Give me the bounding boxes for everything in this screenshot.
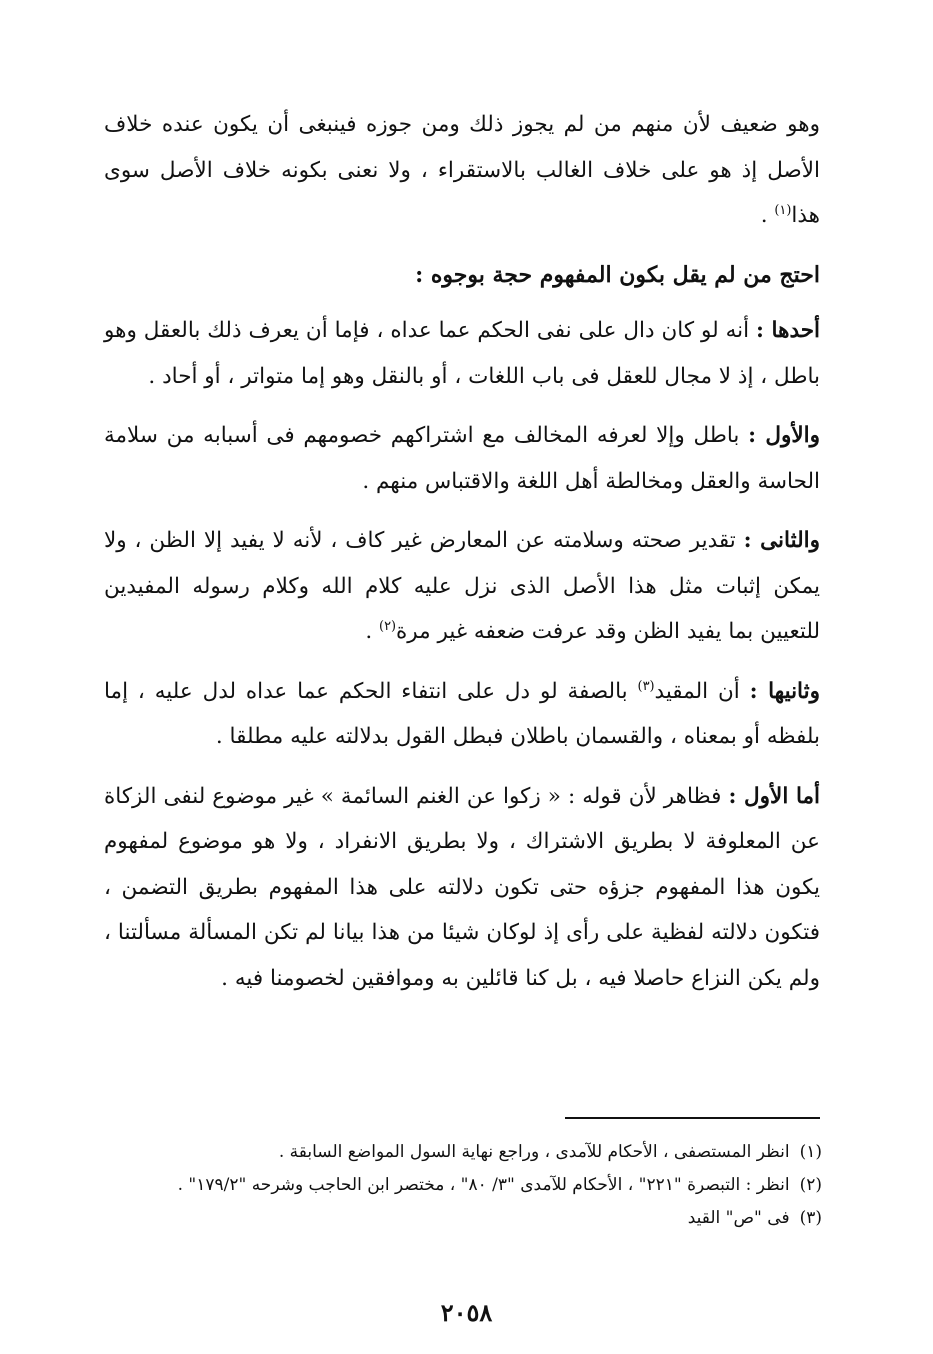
footnote-2 <box>110 1169 822 1202</box>
footnote-number: (٢) <box>799 1175 822 1195</box>
paragraph-4 <box>104 518 820 655</box>
paragraph-text: فظاهر لأن قوله : « زكوا عن الغنم السائمة » غير موضوع لنفى الزكاة عن المعلوفة لا بطريق الاشتراك ، ولا بطريق الانفراد ، ولا هو موضوع لمفهوم يكون هذا المفهوم جزؤه حتى تكون دلالته على هذا المفهوم بطريق التضمن ، فتكون دلالته لفظية على رأى إذ لوكان شيئا من هذا بيانا لم تكن المسألة مسألتنا ، ولم يكن النزاع حاصلا فيه ، بل كنا قائلين به وموافقين لخصومنا فيه . <box>104 783 820 991</box>
paragraph-2 <box>104 308 820 399</box>
footnote-ref: (٣) <box>637 678 655 694</box>
footnote-number: (١) <box>799 1142 822 1162</box>
paragraph-label: والأول : <box>748 423 820 448</box>
footnote-text: انظر المستصفى ، الأحكام للآمدى ، وراجع نهاية السول المواضع السابقة . <box>278 1142 790 1162</box>
footnote-ref: (١) <box>774 202 792 218</box>
footnote-separator <box>565 1117 820 1119</box>
paragraph-6 <box>104 774 820 1002</box>
footnote-ref: (٢) <box>379 618 397 634</box>
paragraph-text: بالصفة لو دل على انتفاء الحكم عما عداه لدل عليه ، إما بلفظه أو بمعناه ، والقسمان باطلان فبطل القول بدلالته عليه مطلقا . <box>104 678 820 749</box>
paragraph-label: والثانى : <box>743 528 820 553</box>
footnote-1 <box>110 1136 822 1169</box>
footnotes <box>110 1136 822 1235</box>
paragraph-text: باطل وإلا لعرفه المخالف مع اشتراكهم خصومهم فى أسبابه من سلامة الحاسة والعقل ومخالطة أهل اللغة والاقتباس منهم . <box>104 423 820 494</box>
section-heading: احتج من لم يقل بكون المفهوم حجة بوجوه : <box>415 261 820 288</box>
paragraph-end: . <box>365 619 380 644</box>
paragraph-1 <box>104 102 820 239</box>
paragraph-label: أما الأول : <box>728 783 821 809</box>
footnote-text: فى "ص" القيد <box>687 1208 790 1228</box>
paragraph-text: وهو ضعيف لأن منهم من لم يجوز ذلك ومن جوزه فينبغى أن يكون عنده خلاف الأصل إذ هو على خلاف الغالب بالاستقراء ، ولا نعنى بكونه خلاف الأصل سوى هذا <box>104 112 820 228</box>
paragraph-text: أن المقيد <box>654 678 750 704</box>
footnote-3 <box>110 1202 822 1235</box>
paragraph-end: . <box>760 203 775 228</box>
footnote-text: انظر : التبصرة "٢٢١" ، الأحكام للآمدى "٣/ ٨٠" ، مختصر ابن الحاجب وشرحه "١٧٩/٢" . <box>177 1175 790 1195</box>
main-text <box>104 102 820 1015</box>
paragraph-3 <box>104 413 820 504</box>
paragraph-text: تقدير صحته وسلامته عن المعارض غير كاف ، لأنه لا يفيد إلا الظن ، ولا يمكن إثبات مثل هذا الأصل الذى نزل عليه كلام الله وكلام رسوله المفيدين للتعيين بما يفيد الظن وقد عرفت ضعفه غير مرة <box>104 528 820 644</box>
paragraph-5 <box>104 669 820 760</box>
paragraph-label: وثانيها : <box>749 678 820 704</box>
paragraph-text: أنه لو كان دال على نفى الحكم عما عداه ، فإما أن يعرف ذلك بالعقل وهو باطل ، إذ لا مجال للعقل فى باب اللغات ، أو بالنقل وهو إما متواتر ، أو أحاد . <box>104 318 820 389</box>
page-number: ٢٠٥٨ <box>440 1298 493 1327</box>
paragraph-label: أحدها : <box>756 318 820 343</box>
footnote-number: (٣) <box>799 1208 822 1228</box>
